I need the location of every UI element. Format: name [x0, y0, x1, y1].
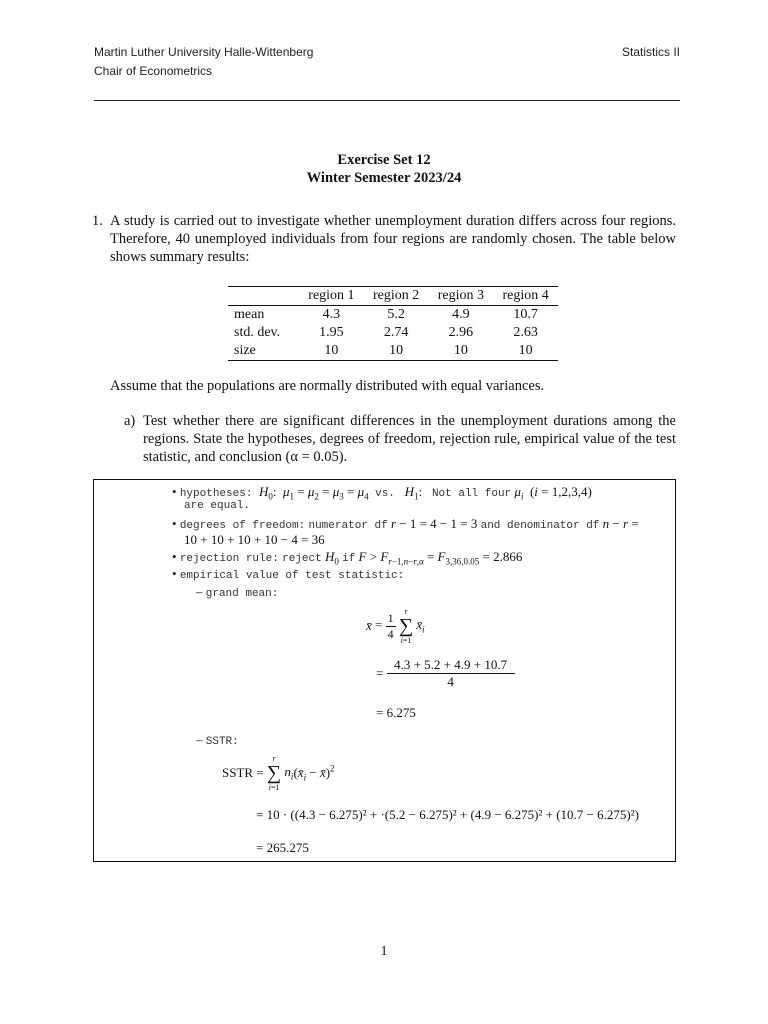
table-header-cell: region 3	[429, 287, 494, 306]
bullet-rejection	[172, 549, 672, 567]
hypotheses-label: hypotheses:	[179, 488, 253, 500]
sstr-expansion: = 10 · ((4.3 − 6.275)² + ·(5.2 − 6.275)² + (4.9 − 6.275)² + (10.7 − 6.275)²)	[256, 807, 639, 822]
header-course: Statistics II	[621, 45, 680, 59]
grand-mean-denominator: 4	[387, 673, 515, 690]
header-rule	[94, 100, 680, 101]
table-header-row	[228, 287, 558, 306]
h1-symbol: $H_1$:	[404, 484, 429, 502]
bullet-dot: •	[172, 549, 177, 564]
table-cell: mean	[234, 307, 265, 322]
rejection-formula: $F > F_{r-1,n-r,\alpha} = F_{3,36,0.05}$ =	[358, 549, 494, 567]
sub-bullet-sstr	[196, 732, 239, 748]
table-header-cell: region 2	[364, 287, 429, 306]
summary-table	[228, 286, 558, 361]
empirical-label: empirical value of test statistic:	[179, 570, 405, 582]
critical-value: 2.866	[493, 549, 523, 564]
bullet-dof	[172, 516, 672, 532]
table-cell: 4.3	[322, 307, 341, 322]
table-header-cell: region 4	[493, 287, 558, 306]
hypotheses-tail: are equal.	[184, 500, 251, 512]
grand-mean-step: = $\frac{4.3 + 5.2 + 4.9 + 10.7}{4}$	[376, 657, 515, 690]
table-row	[228, 324, 558, 342]
table-cell: 5.2	[387, 307, 405, 322]
table-cell: 10	[299, 342, 364, 361]
part-a-text: Test whether there are significant differences in the unemployment durations among the regions. State the hypotheses, degrees of freedom, rejection rule, empirical value of the test statistic, and conclusion (α = 0.05).	[143, 413, 676, 465]
h0-symbol: $H_0$	[324, 549, 339, 567]
dof-numerator-formula: r − 1 = 4 − 1 = 3	[390, 516, 478, 531]
assumption-text: Assume that the populations are normally distributed with equal variances.	[110, 378, 545, 394]
table-cell: std. dev.	[234, 325, 281, 340]
header-chair: Chair of Econometrics	[94, 64, 213, 78]
sstr-label: SSTR:	[205, 736, 239, 748]
table-cell: 10	[429, 342, 494, 361]
dof-denominator-value: 10 + 10 + 10 + 10 − 4 = 36	[184, 532, 325, 547]
dof-denominator-formula: n − r =	[602, 516, 639, 531]
bullet-dot: •	[172, 516, 177, 531]
grand-mean-numerator: 4.3 + 5.2 + 4.9 + 10.7	[394, 657, 508, 672]
dof-label: degrees of freedom:	[179, 520, 306, 532]
table-cell: 2.63	[513, 325, 538, 340]
table-header-cell	[228, 287, 299, 306]
table-row	[228, 306, 558, 325]
if-word: if	[342, 553, 356, 565]
part-a-label: a)	[124, 413, 136, 429]
header-university: Martin Luther University Halle-Wittenberg	[94, 45, 314, 59]
h0-formula: $H_0$: $\mu_1 = \mu_2 = \mu_3 = \mu_4$	[258, 484, 369, 502]
table-cell: 10	[493, 342, 558, 361]
sstr-result: = 265.275	[256, 840, 309, 855]
table-cell: 4.9	[452, 307, 470, 322]
table-cell: 10.7	[513, 307, 538, 322]
table-header-cell: region 1	[299, 287, 364, 306]
exercise-title: Exercise Set 12	[337, 152, 431, 168]
dash: –	[196, 732, 203, 747]
page-number: 1	[380, 944, 388, 959]
mu-i-formula: $\mu_i$ (i = 1,2,3,4)	[514, 484, 592, 502]
table-cell: 2.96	[448, 325, 474, 340]
sstr-formula: SSTR = r ∑ i=1 $n_i(x̄_i$ − x̄̄)$^2$	[222, 754, 335, 792]
bullet-empirical	[172, 566, 404, 582]
vs-label: vs.	[375, 488, 395, 500]
table-cell: 2.74	[383, 325, 409, 340]
grand-mean-label: grand mean:	[205, 588, 279, 600]
dof-and-label: and denominator df	[480, 520, 600, 532]
bullet-hypotheses	[172, 484, 672, 502]
problem-text: A study is carried out to investigate whether unemployment duration differs across four regions. Therefore, 40 unemployed individuals from four regions are randomly chosen. The table below shows summary results:	[110, 213, 676, 265]
rejection-label: rejection rule:	[179, 553, 279, 565]
table-cell: size	[228, 342, 299, 361]
table-cell: 1.95	[319, 325, 344, 340]
grand-mean-formula: x̄̄ = $\frac{1}{4}$ r ∑ i=1 $x̄_i$	[366, 607, 425, 645]
semester-title: Winter Semester 2023/24	[306, 170, 462, 186]
h1-text: Not all four	[431, 488, 512, 500]
grand-mean-result: = 6.275	[376, 705, 416, 720]
bullet-dot: •	[172, 566, 177, 581]
dash: –	[196, 584, 203, 599]
bullet-dot: •	[172, 484, 177, 499]
problem-number: 1.	[92, 213, 103, 229]
dof-numerator-label: numerator df	[308, 520, 388, 532]
table-cell: 10	[364, 342, 429, 361]
reject-word: reject	[282, 553, 322, 565]
sub-bullet-grand-mean	[196, 584, 278, 600]
table-row	[228, 342, 558, 361]
